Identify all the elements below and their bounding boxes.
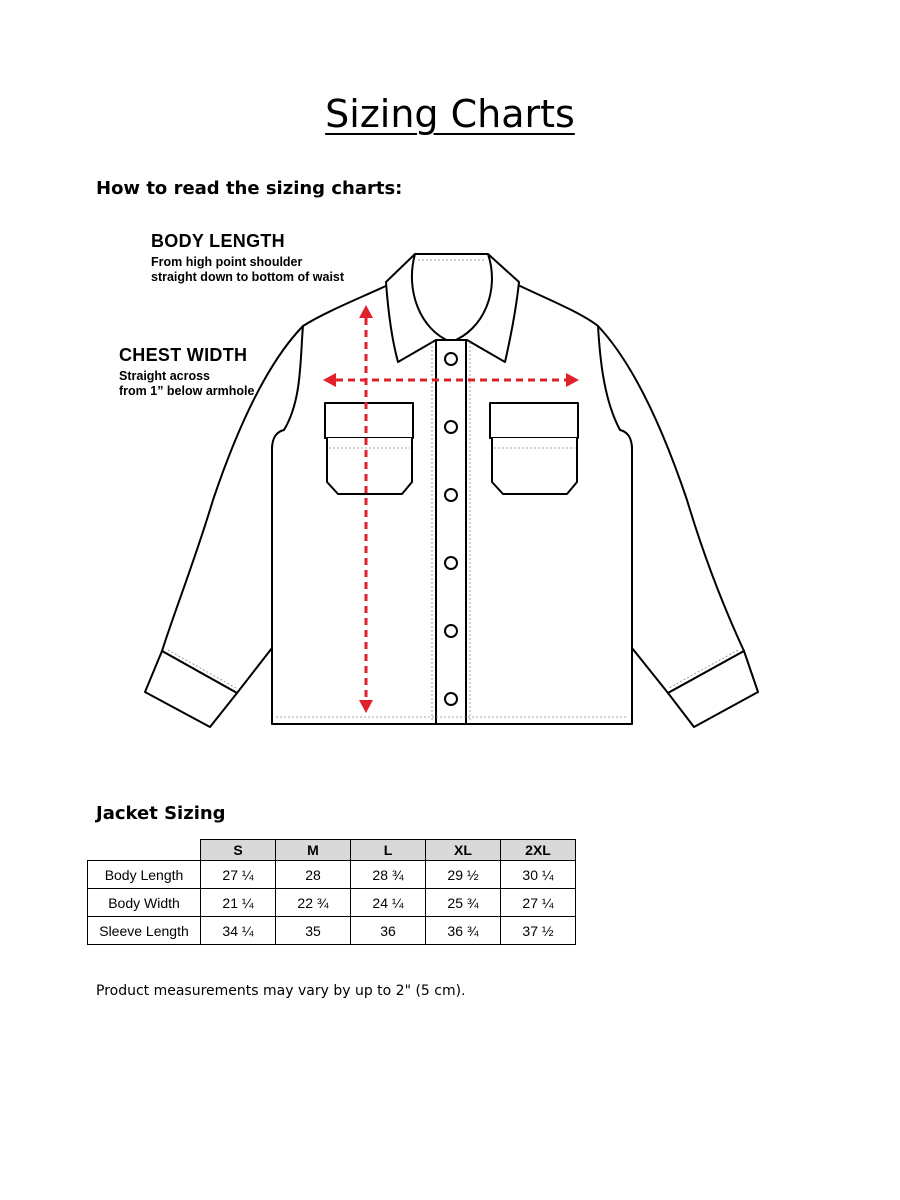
table-row <box>88 861 576 889</box>
table-cell: 28 ¾ <box>351 861 426 889</box>
table-cell: 35 <box>276 917 351 945</box>
table-cell: 36 <box>351 917 426 945</box>
body-length-desc-line2: straight down to bottom of waist <box>151 270 345 284</box>
table-row <box>88 917 576 945</box>
placket <box>436 340 466 724</box>
chest-width-title: CHEST WIDTH <box>119 345 248 365</box>
page-title: Sizing Charts <box>325 92 575 136</box>
button-2 <box>445 421 457 433</box>
table-cell: 27 ¼ <box>201 861 276 889</box>
table-cell: 30 ¼ <box>501 861 576 889</box>
left-pocket-flap <box>325 403 413 438</box>
table-cell: 27 ¼ <box>501 889 576 917</box>
table-cell: 28 <box>276 861 351 889</box>
table-cell: 37 ½ <box>501 917 576 945</box>
left-pocket <box>327 438 412 494</box>
table-cell: 29 ½ <box>426 861 501 889</box>
size-header: M <box>276 840 351 861</box>
table-cell: 25 ¾ <box>426 889 501 917</box>
table-cell: 22 ¾ <box>276 889 351 917</box>
size-header: L <box>351 840 426 861</box>
measurement-note: Product measurements may vary by up to 2" (5 cm). <box>96 983 466 999</box>
table-cell: 34 ¼ <box>201 917 276 945</box>
right-pocket-flap <box>490 403 578 438</box>
button-3 <box>445 489 457 501</box>
body-length-desc-line1: From high point shoulder <box>151 255 303 269</box>
sizing-table <box>87 839 576 945</box>
jacket-sizing-heading: Jacket Sizing <box>96 803 226 824</box>
table-row <box>88 889 576 917</box>
table-cell: 21 ¼ <box>201 889 276 917</box>
row-label: Body Width <box>88 889 201 917</box>
table-header-row <box>88 840 576 861</box>
size-header: S <box>201 840 276 861</box>
row-label: Body Length <box>88 861 201 889</box>
table-cell: 36 ¾ <box>426 917 501 945</box>
body-length-title: BODY LENGTH <box>151 231 285 251</box>
button-1 <box>445 353 457 365</box>
table-corner <box>88 840 201 861</box>
button-4 <box>445 557 457 569</box>
size-header: XL <box>426 840 501 861</box>
chest-width-desc-line1: Straight across <box>119 369 211 383</box>
row-label: Sleeve Length <box>88 917 201 945</box>
table-cell: 24 ¼ <box>351 889 426 917</box>
button-5 <box>445 625 457 637</box>
right-pocket <box>492 438 577 494</box>
size-header: 2XL <box>501 840 576 861</box>
chest-width-desc-line2: from 1” below armhole <box>119 384 255 398</box>
button-6 <box>445 693 457 705</box>
how-to-heading: How to read the sizing charts: <box>96 178 403 199</box>
